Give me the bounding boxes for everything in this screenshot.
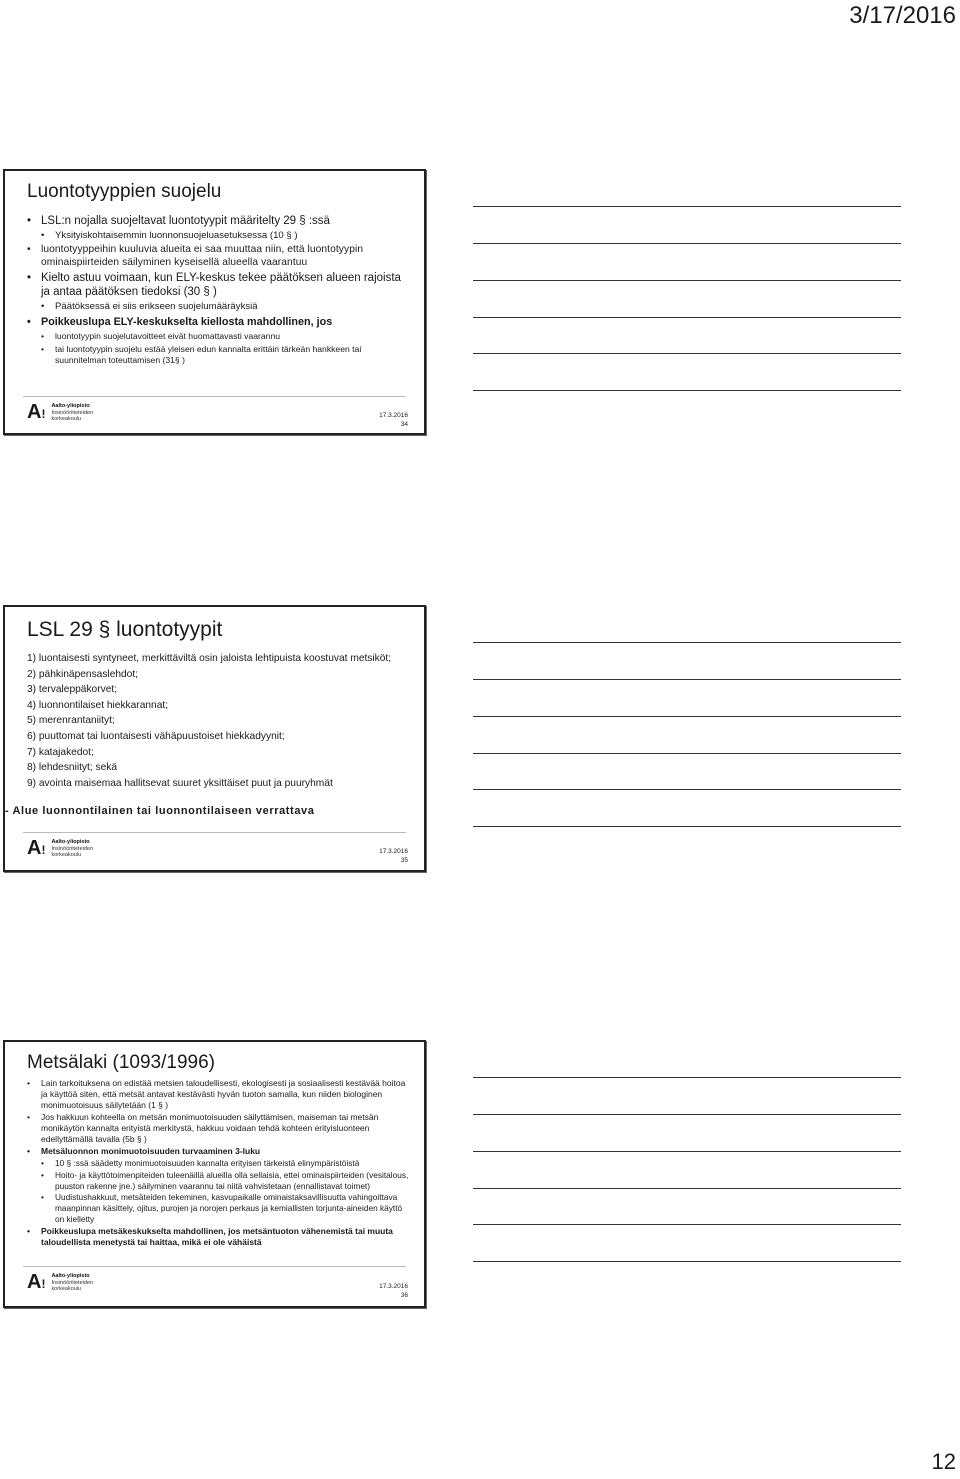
list-item: 5) merenrantaniityt; [27,715,115,727]
bullet-item: • Kielto astuu voimaan, kun ELY-keskus tekee päätöksen alueen rajoista ja antaa päätöksen tiedoksi (30 § ) [27,271,410,299]
list-item: 4) luonnontilaiset hiekkarannat; [27,699,169,711]
logo-line2: Insinööritieteiden [51,409,94,416]
bullet-item: • Poikkeuslupa metsäkeskukselta mahdollinen, jos metsäntuoton vähenemistä tai muuta taloudellista menetystä tai haittaa, mikä ei ole vähäistä [27,1226,410,1248]
footer-date: 17.3.2016 [379,1283,408,1290]
logo-line2: Insinööritieteiden [51,845,94,852]
slide-body [27,1078,410,1249]
list-item: 7) katajakedot; [27,746,94,758]
bullet-item: • Jos hakkuun kohteella on metsän monimuotoisuuden säilyttämisen, maiseman tai metsän monikäytön kannalta erityistä merkitystä, hakkuu voidaan tehdä kohteen erityisluonteen edellyttämällä tavalla (5b § ) [27,1112,410,1145]
logo-line1: Aalto-yliopisto [51,403,90,409]
page-number: 12 [931,1449,956,1474]
header-date: 3/17/2016 [849,2,956,29]
aalto-logo [27,403,93,423]
slide-number: 35 [400,857,408,864]
list-item: 6) puuttomat tai luontaisesti vähäpuustoiset hiekkadyynit; [27,730,285,742]
logo-line2: Insinööritieteiden [51,1279,94,1286]
logo-line3: korkeakoulu [51,1286,82,1292]
slide-title: Luontotyyppien suojelu [27,181,222,202]
bullet-item: • Lain tarkoituksena on edistää metsien taloudellisesti, ekologisesti ja sosiaalisesti kestävää hoitoa ja käyttöä siten, että metsät antavat kestävästi hyvän tuoton samalla, kun niiden biologinen monimuotoisuus säilytetään (1 § ) [27,1078,410,1111]
footer-divider [23,396,406,397]
list-item: 8) lehdesniityt; sekä [27,762,118,774]
slide-number: 34 [400,421,408,428]
list-item: 1) luontaisesti syntyneet, merkittäviltä osin jaloista lehtipuista koostuvat metsiköt; [27,653,392,664]
bullet-item: • luontotyyppeihin kuuluvia alueita ei saa muuttaa niin, että luontotyypin ominaispiirteiden säilyminen kyseisellä alueella vaarantuu [27,244,410,269]
bullet-item: • LSL:n nojalla suojeltavat luontotyypit määritelty 29 § :ssä [27,214,410,228]
aalto-a-icon: A! [27,837,46,859]
logo-line3: korkeakoulu [51,852,82,858]
list-item: 3) tervaleppäkorvet; [27,684,118,696]
aalto-logo [27,1273,93,1293]
footer-divider [23,832,406,833]
slide-footer [379,1282,408,1300]
sub-bullet-item: • Hoito- ja käyttötoimenpiteiden tuleenäillä alueilla olla sellaisia, ettei ominaispiirteiden (vesitalous, puuston rakenne jne.) säilyminen vaarannu tai niitä vahvistetaan (ennallistavat toimet) [27,1170,410,1192]
footer-date: 17.3.2016 [379,848,408,855]
list-item: 9) avointa maisemaa hallitsevat suuret yksittäiset puut ja puuryhmät [27,777,333,789]
aalto-a-icon: A! [27,1271,46,1293]
slide-title: LSL 29 § luontotyypit [27,618,223,641]
aalto-logo [27,839,93,859]
slide-number: 36 [400,1292,408,1299]
logo-line3: korkeakoulu [51,416,82,422]
logo-line1: Aalto-yliopisto [51,1273,90,1279]
footer-date: 17.3.2016 [379,412,408,419]
footer-divider [23,1266,406,1267]
bullet-item: • Metsäluonnon monimuotoisuuden turvaaminen 3-luku [27,1146,410,1157]
list-item: 2) pähkinäpensaslehdot; [27,668,139,680]
sub-bullet-item: • 10 § :ssä säädetty monimuotoisuuden kannalta erityisen tärkeistä elinympäristöistä [27,1158,410,1169]
dash-line: - Alue luonnontilainen tai luonnontilaiseen verrattava [5,805,315,818]
sub-bullet-item: • Yksityiskohtaisemmin luonnonsuojeluasetuksessa (10 § ) [27,230,410,242]
sub-bullet-item: • Päätöksessä ei siis erikseen suojelumääräyksiä [27,301,410,313]
slide-36 [3,1040,426,1308]
sub-bullet-item: • luontotyypin suojelutavoitteet eivät huomattavasti vaarannu [27,331,410,342]
sub-bullet-item: • Uudistushakkuut, metsäteiden tekeminen, kasvupaikalle ominaistaksavillisuutta vahingoittava maanpinnan käsittely, ojitus, purojen ja norojen perkaus ja kemiallisten torjunta-aineiden käyttö on kielletty [27,1192,410,1224]
bullet-item: • Poikkeuslupa ELY-keskukselta kiellosta mahdollinen, jos [27,315,410,329]
logo-line1: Aalto-yliopisto [51,839,90,845]
slide-body [27,214,410,368]
slide-title: Metsälaki (1093/1996) [27,1052,215,1073]
aalto-a-icon: A! [27,401,46,423]
slide-35 [3,605,426,872]
sub-bullet-item: • tai luontotyypin suojelu estää yleisen edun kannalta erittäin tärkeän hankkeen tai suunnitelman toteuttamisen (31§ ) [27,344,410,366]
slide-footer [379,411,408,429]
slide-34 [3,169,426,435]
slide-footer [379,847,408,865]
slide-body [5,651,410,820]
